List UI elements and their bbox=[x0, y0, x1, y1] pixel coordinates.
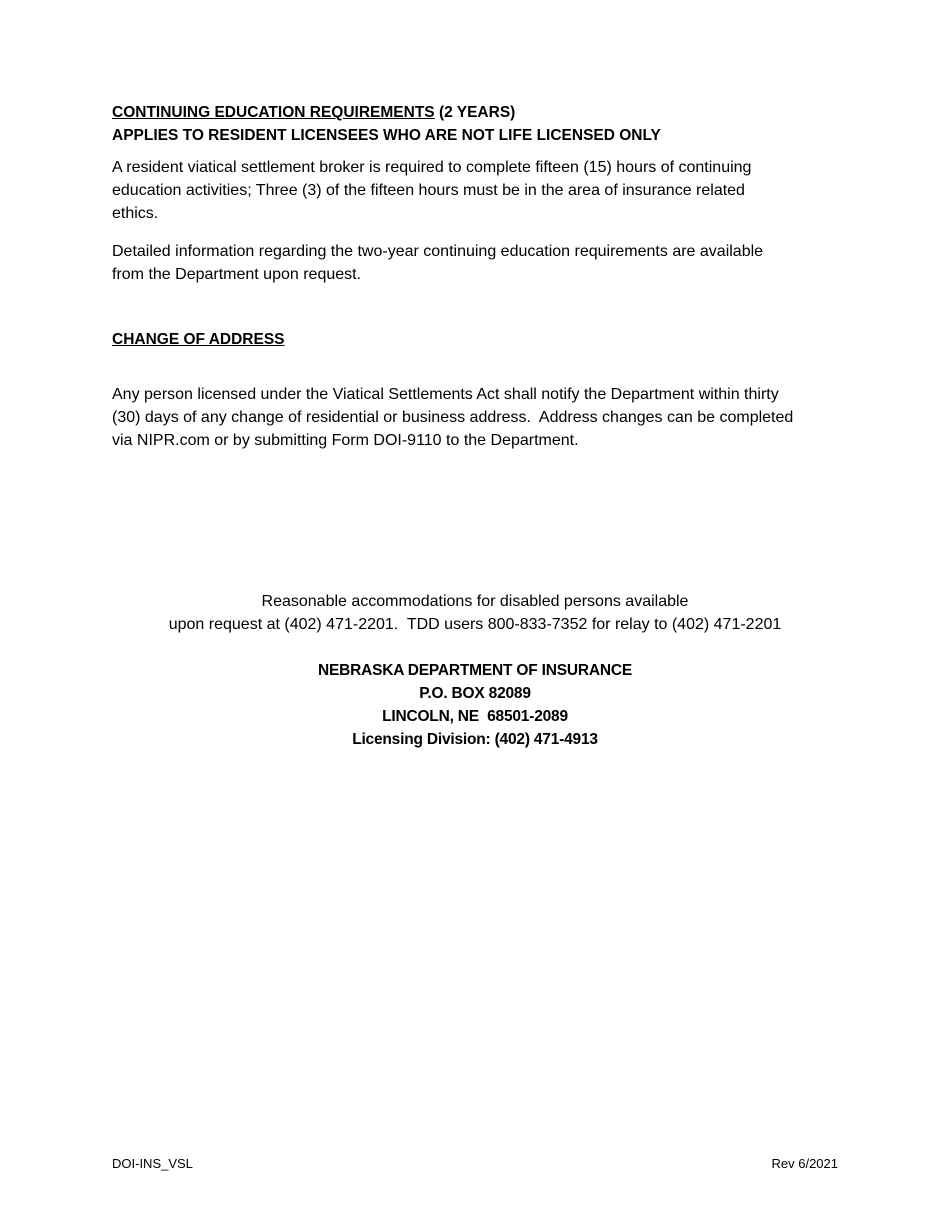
accommodations-notice bbox=[0, 567, 950, 636]
ce-heading-underlined: CONTINUING EDUCATION REQUIREMENTS bbox=[112, 104, 435, 121]
ce-paragraph-1 bbox=[112, 156, 842, 225]
ce-para2-line: from the Department upon request. bbox=[112, 266, 362, 283]
ce-heading-suffix: (2 YEARS) bbox=[434, 104, 516, 121]
coa-para-line: via NIPR.com or by submitting Form DOI-9110 to the Department. bbox=[112, 432, 579, 449]
accommodations-line-2: upon request at (402) 471-2201. TDD users 800-833-7352 for relay to (402) 471-2201 bbox=[168, 616, 782, 633]
main-content bbox=[112, 101, 842, 452]
department-address bbox=[0, 636, 950, 751]
department-name: NEBRASKA DEPARTMENT OF INSURANCE bbox=[318, 662, 632, 679]
ce-subheading: APPLIES TO RESIDENT LICENSEES WHO ARE NOT LIFE LICENSED ONLY bbox=[112, 127, 661, 144]
city-state-zip: LINCOLN, NE 68501-2089 bbox=[382, 708, 568, 725]
accommodations-line-1: Reasonable accommodations for disabled persons available bbox=[261, 593, 689, 610]
revision-date: Rev 6/2021 bbox=[771, 1156, 838, 1171]
ce-paragraph-2 bbox=[112, 240, 842, 286]
ce-para1-line: A resident viatical settlement broker is required to complete fifteen (15) hours of continuing bbox=[112, 159, 752, 176]
ce-para1-line: education activities; Three (3) of the fifteen hours must be in the area of insurance related bbox=[112, 182, 745, 199]
ce-para2-line: Detailed information regarding the two-year continuing education requirements are available bbox=[112, 243, 764, 260]
coa-para-line: (30) days of any change of residential or business address. Address changes can be completed bbox=[112, 409, 794, 426]
licensing-phone: Licensing Division: (402) 471-4913 bbox=[352, 731, 598, 748]
form-id: DOI-INS_VSL bbox=[112, 1156, 193, 1171]
ce-para1-line: ethics. bbox=[112, 205, 159, 222]
ce-heading bbox=[112, 101, 842, 124]
coa-paragraph bbox=[112, 360, 842, 452]
coa-para-line: Any person licensed under the Viatical Settlements Act shall notify the Department within thirty bbox=[112, 386, 779, 403]
coa-heading: CHANGE OF ADDRESS bbox=[112, 331, 285, 348]
po-box: P.O. BOX 82089 bbox=[419, 685, 531, 702]
